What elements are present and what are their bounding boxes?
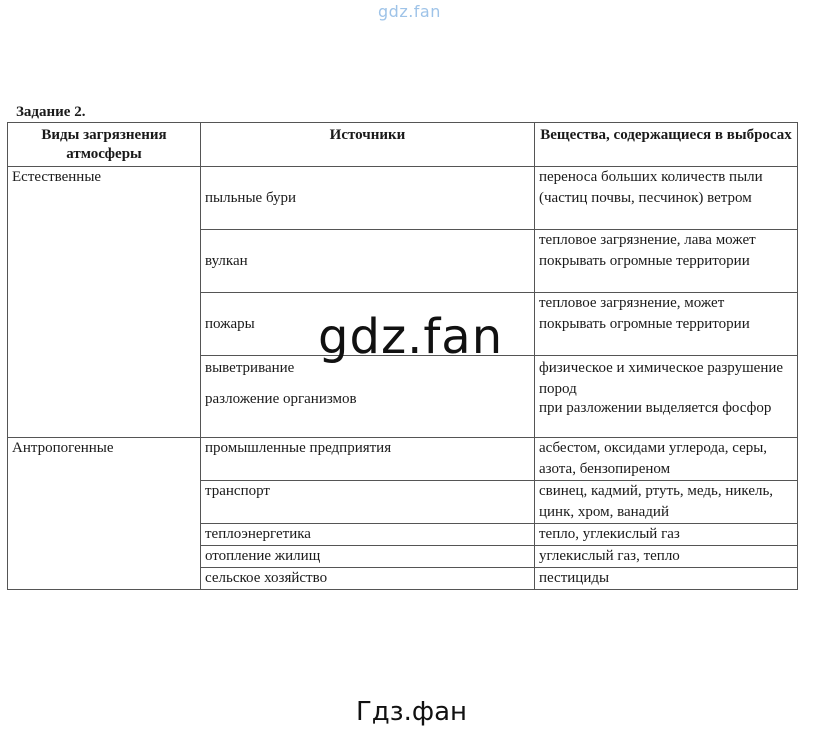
substance-cell: тепловое загрязнение, может покрывать огромные территории bbox=[535, 293, 798, 356]
source-cell: промышленные предприятия bbox=[201, 438, 535, 481]
substance-cell: при разложении выделяется фосфор bbox=[539, 400, 772, 416]
header-cell: Виды загрязнения атмосферы bbox=[8, 123, 201, 167]
substance-cell: углекислый газ, тепло bbox=[535, 546, 798, 568]
substance-cell-combined bbox=[535, 356, 798, 438]
substance-cell: физическое и химическое разрушение пород bbox=[539, 360, 784, 397]
source-cell: транспорт bbox=[201, 481, 535, 524]
watermark-center: gdz.fan bbox=[318, 309, 504, 365]
source-cell: теплоэнергетика bbox=[201, 524, 535, 546]
source-cell-combined bbox=[201, 356, 535, 438]
substance-cell: тепло, углекислый газ bbox=[535, 524, 798, 546]
substance-cell: переноса больших количеств пыли (частиц почвы, песчинок) ветром bbox=[535, 167, 798, 230]
watermark-top: gdz.fan bbox=[378, 2, 441, 21]
task-title: Задание 2. bbox=[16, 104, 86, 120]
substance-cell: свинец, кадмий, ртуть, медь, никель, цинк, хром, ванадий bbox=[535, 481, 798, 524]
source-cell: отопление жилищ bbox=[201, 546, 535, 568]
source-cell: сельское хозяйство bbox=[201, 568, 535, 590]
source-cell: выветривание bbox=[205, 360, 295, 376]
substance-cell: пестициды bbox=[535, 568, 798, 590]
header-cell: Источники bbox=[201, 123, 535, 167]
pollution-type-cell: Антропогенные bbox=[8, 438, 201, 590]
header-cell: Вещества, содержащиеся в выбросах bbox=[535, 123, 798, 167]
substance-cell: асбестом, оксидами углерода, серы, азота, бензопиреном bbox=[535, 438, 798, 481]
source-cell: разложение организмов bbox=[205, 391, 357, 407]
source-cell: пыльные бури bbox=[201, 167, 535, 230]
source-cell: пожары bbox=[201, 293, 535, 356]
table-row bbox=[8, 438, 798, 481]
table-header-row bbox=[8, 123, 798, 167]
watermark-bottom: Гдз.фан bbox=[355, 697, 468, 727]
pollution-type-cell: Естественные bbox=[8, 167, 201, 438]
source-cell: вулкан bbox=[201, 230, 535, 293]
table-row bbox=[8, 167, 798, 230]
substance-cell: тепловое загрязнение, лава может покрывать огромные территории bbox=[535, 230, 798, 293]
